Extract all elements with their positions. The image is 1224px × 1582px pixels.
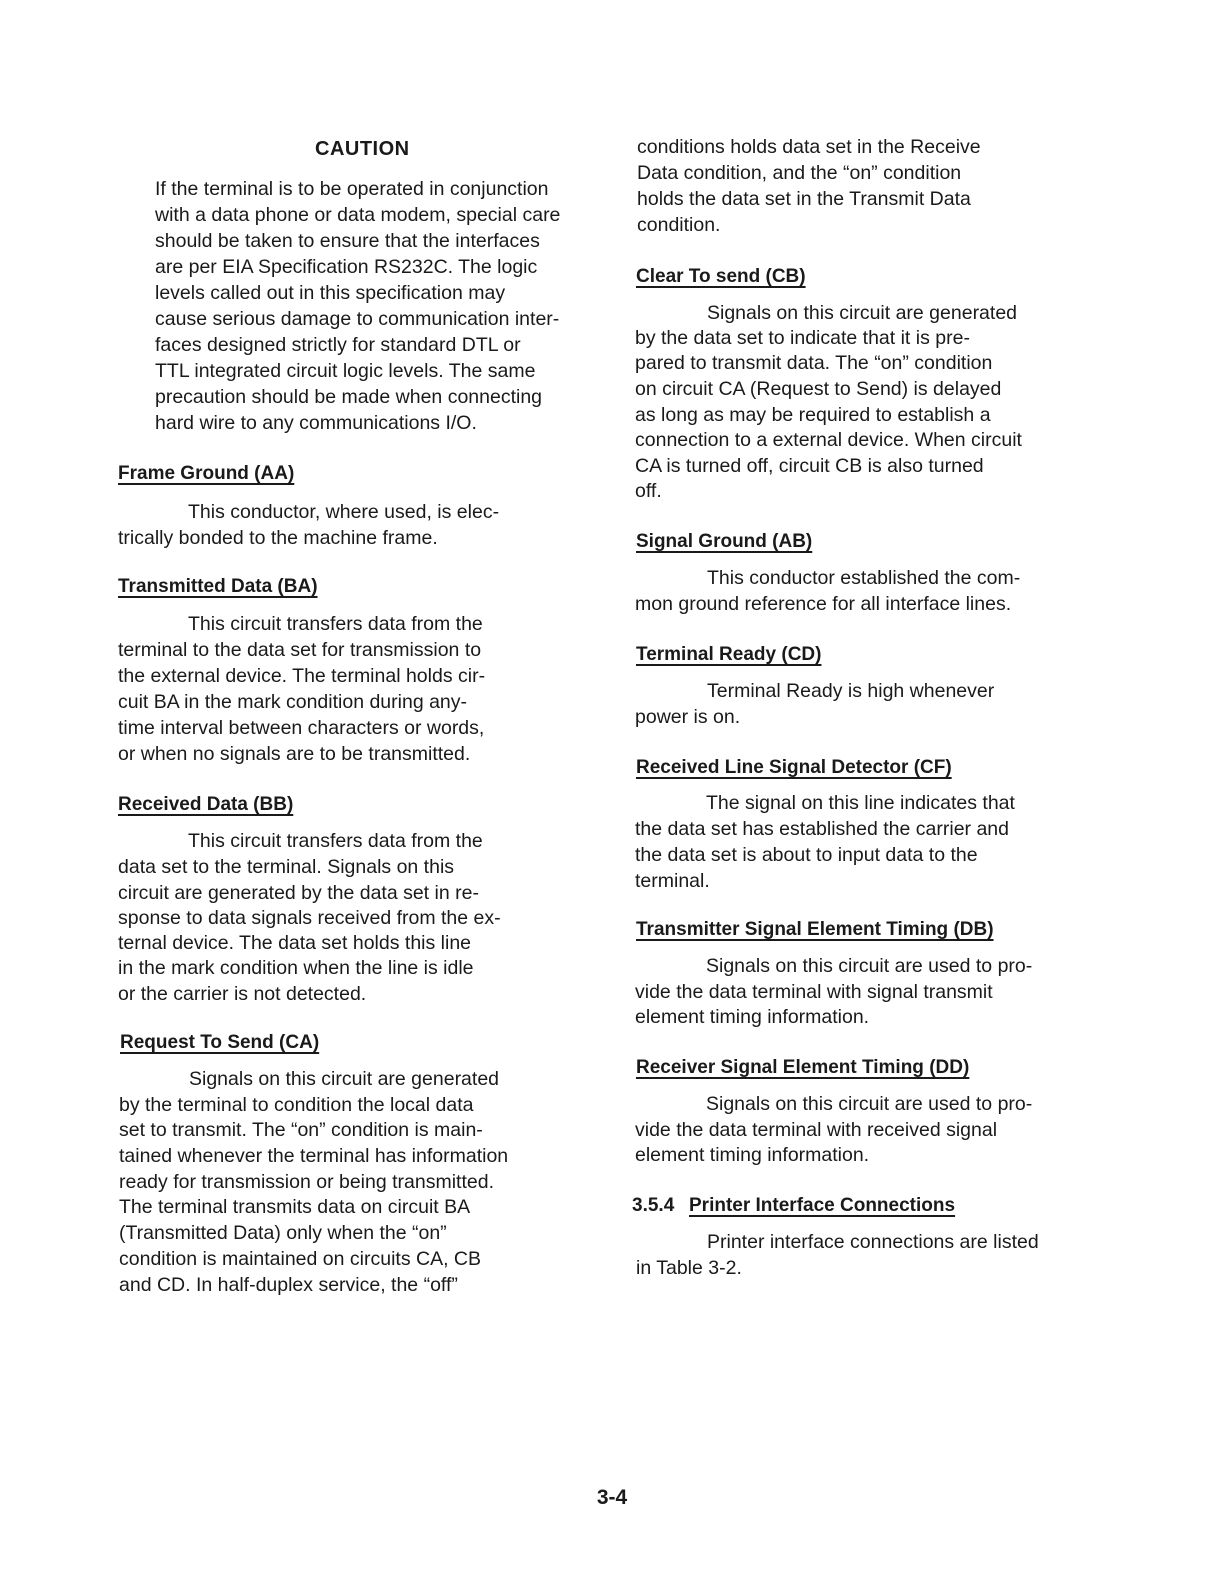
paragraph-line: holds the data set in the Transmit Data [637, 188, 971, 210]
paragraph-line: terminal to the data set for transmission to [118, 639, 482, 661]
caution-line: cause serious damage to communication inter- [155, 308, 560, 330]
paragraph-line: Printer interface connections are listed [707, 1231, 1039, 1253]
caution-line: levels called out in this specification may [155, 282, 506, 304]
paragraph-line: in Table 3-2. [636, 1257, 742, 1279]
paragraph-line: condition is maintained on circuits CA, CB [119, 1248, 481, 1270]
caution-line: should be taken to ensure that the interfaces [155, 230, 540, 252]
paragraph-line: circuit are generated by the data set in re- [118, 882, 479, 904]
paragraph-line: on circuit CA (Request to Send) is delayed [635, 378, 1002, 400]
section-heading: Clear To send (CB) [636, 266, 806, 287]
paragraph-line: This conductor, where used, is elec- [188, 501, 500, 523]
paragraph-line: ternal device. The data set holds this line [118, 932, 472, 954]
paragraph-line: element timing information. [635, 1144, 870, 1166]
paragraph-line: The signal on this line indicates that [706, 792, 1015, 814]
paragraph-line: This circuit transfers data from the [188, 830, 483, 852]
paragraph-line: mon ground reference for all interface lines. [635, 593, 1012, 615]
paragraph-line: tained whenever the terminal has information [119, 1145, 509, 1167]
caution-line: faces designed strictly for standard DTL or [155, 334, 521, 356]
paragraph-line: power is on. [635, 706, 741, 728]
page-number: 3-4 [596, 1486, 628, 1509]
paragraph-line: the data set has established the carrier and [635, 818, 1009, 840]
caution-line: with a data phone or data modem, special care [155, 204, 561, 226]
paragraph-line: as long as may be required to establish a [635, 404, 991, 426]
paragraph-line: pared to transmit data. The “on” condition [635, 352, 993, 374]
paragraph-line: by the data set to indicate that it is pre- [635, 327, 970, 349]
section-heading: Transmitted Data (BA) [118, 576, 318, 597]
paragraph-line: Signals on this circuit are used to pro- [706, 1093, 1033, 1115]
paragraph-line: time interval between characters or words, [118, 717, 485, 739]
section-heading: Frame Ground (AA) [118, 463, 295, 484]
section-heading: Received Data (BB) [118, 794, 294, 815]
paragraph-line: conditions holds data set in the Receive [637, 136, 981, 158]
paragraph-line: in the mark condition when the line is idle [118, 957, 474, 979]
section-heading: Signal Ground (AB) [636, 531, 813, 552]
paragraph-line: Terminal Ready is high whenever [707, 680, 995, 702]
paragraph-line: (Transmitted Data) only when the “on” [119, 1222, 447, 1244]
paragraph-line: condition. [637, 214, 721, 236]
paragraph-line: connection to a external device. When circuit [635, 429, 1022, 451]
paragraph-line: data set to the terminal. Signals on this [118, 856, 455, 878]
caution-title: CAUTION [315, 138, 410, 160]
caution-line: If the terminal is to be operated in conjunction [155, 178, 549, 200]
paragraph-line: ready for transmission or being transmitted. [119, 1171, 494, 1193]
section-heading: Request To Send (CA) [120, 1032, 320, 1053]
paragraph-line: or the carrier is not detected. [118, 983, 367, 1005]
section-heading: Receiver Signal Element Timing (DD) [636, 1057, 970, 1078]
paragraph-line: the data set is about to input data to the [635, 844, 978, 866]
section-heading: Transmitter Signal Element Timing (DB) [636, 919, 994, 940]
section-heading: Printer Interface Connections [689, 1195, 956, 1216]
paragraph-line: Data condition, and the “on” condition [637, 162, 962, 184]
caution-line: are per EIA Specification RS232C. The logic [155, 256, 538, 278]
paragraph-line: This circuit transfers data from the [188, 613, 483, 635]
paragraph-line: cuit BA in the mark condition during any- [118, 691, 468, 713]
paragraph-line: sponse to data signals received from the ex- [118, 907, 501, 929]
paragraph-line: vide the data terminal with received signal [635, 1119, 998, 1141]
paragraph-line: or when no signals are to be transmitted. [118, 743, 471, 765]
paragraph-line: off. [635, 480, 662, 502]
paragraph-line: vide the data terminal with signal transmit [635, 981, 993, 1003]
caution-line: hard wire to any communications I/O. [155, 412, 477, 434]
paragraph-line: set to transmit. The “on” condition is main- [119, 1119, 483, 1141]
section-heading: Received Line Signal Detector (CF) [636, 757, 952, 778]
paragraph-line: Signals on this circuit are used to pro- [706, 955, 1033, 977]
caution-line: TTL integrated circuit logic levels. The same [155, 360, 536, 382]
section-heading: Terminal Ready (CD) [636, 644, 822, 665]
paragraph-line: CA is turned off, circuit CB is also turned [635, 455, 984, 477]
paragraph-line: element timing information. [635, 1006, 870, 1028]
paragraph-line: terminal. [635, 870, 710, 892]
paragraph-line: the external device. The terminal holds cir- [118, 665, 486, 687]
paragraph-line: and CD. In half-duplex service, the “off” [119, 1274, 458, 1296]
paragraph-line: trically bonded to the machine frame. [118, 527, 438, 549]
paragraph-line: by the terminal to condition the local data [119, 1094, 474, 1116]
paragraph-line: Signals on this circuit are generated [707, 302, 1018, 324]
paragraph-line: This conductor established the com- [707, 567, 1021, 589]
paragraph-line: Signals on this circuit are generated [189, 1068, 500, 1090]
paragraph-line: The terminal transmits data on circuit BA [119, 1196, 471, 1218]
section-number: 3.5.4 [632, 1195, 675, 1216]
caution-line: precaution should be made when connecting [155, 386, 543, 408]
